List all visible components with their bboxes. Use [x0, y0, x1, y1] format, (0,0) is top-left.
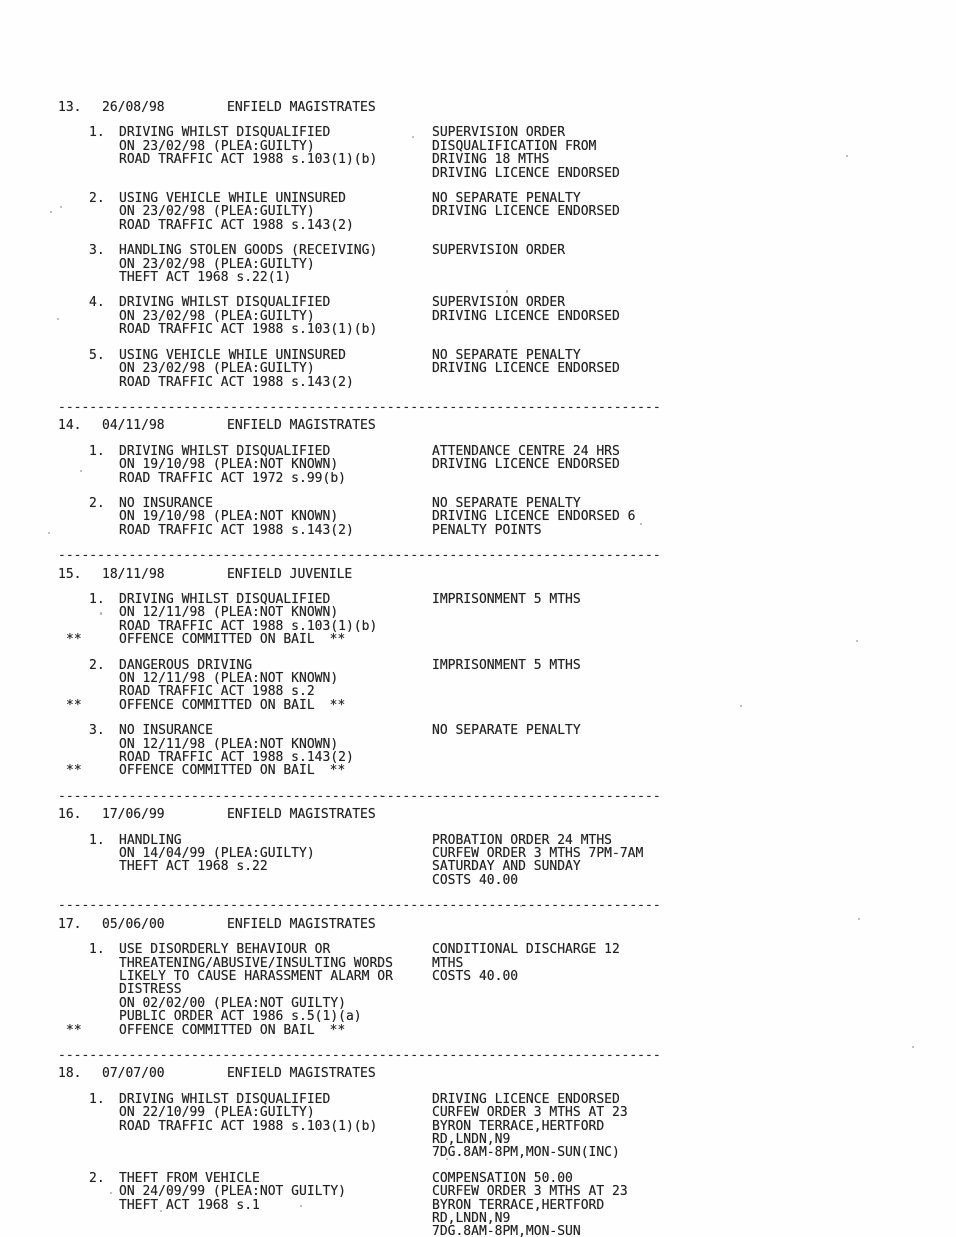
offence-number: 1. [89, 125, 105, 141]
section-header [58, 1067, 898, 1080]
offence-line: USING VEHICLE WHILE UNINSURED [119, 347, 346, 363]
offence-line: DRIVING WHILST DISQUALIFIED [119, 125, 331, 141]
hearing-date: 07/07/00 [102, 1066, 165, 1082]
bail-stars: ** [329, 632, 346, 648]
offence-line: ROAD TRAFFIC ACT 1972 s.99(b) [119, 470, 346, 486]
bail-note-row [58, 699, 898, 712]
hearing-date: 17/06/99 [102, 807, 165, 823]
result-line: COSTS 40.00 [432, 968, 519, 984]
result-line: MTHS [432, 955, 464, 971]
offence-line: ON 24/09/99 (PLEA:NOT GUILTY) [119, 1184, 346, 1200]
offence-line: ON 12/11/98 (PLEA:NOT KNOWN) [119, 736, 339, 752]
offence-entry [58, 943, 898, 1037]
result-line: NO SEPARATE PENALTY [432, 723, 581, 739]
bail-note [119, 1024, 898, 1037]
offence-number: 2. [89, 191, 105, 207]
offence-number: 2. [89, 495, 105, 511]
scan-speck [60, 206, 62, 208]
scan-speck [300, 1205, 302, 1207]
result-line: BYRON TERRACE,HERTFORD [432, 1118, 605, 1134]
offence-number: 1. [89, 832, 105, 848]
offence-line: USE DISORDERLY BEHAVIOUR OR [119, 942, 331, 958]
offence-line: LIKELY TO CAUSE HARASSMENT ALARM OR [119, 968, 393, 984]
offence-line: HANDLING STOLEN GOODS (RECEIVING) [119, 243, 378, 259]
section-number: 13. [58, 100, 82, 115]
bail-note [119, 633, 898, 646]
result-line: DRIVING 18 MTHS [432, 152, 550, 168]
scan-speck [846, 155, 848, 157]
hearing-date: 26/08/98 [102, 100, 165, 115]
hearing-date: 04/11/98 [102, 418, 165, 434]
offence-line: DANGEROUS DRIVING [119, 657, 253, 673]
offence-line: ON 19/10/98 (PLEA:NOT KNOWN) [119, 457, 339, 473]
offence-line: ROAD TRAFFIC ACT 1988 s.103(1)(b) [119, 152, 378, 168]
offence-line: THEFT ACT 1968 s.22 [119, 859, 268, 875]
bail-stars: ** [66, 697, 82, 713]
offence-line: ROAD TRAFFIC ACT 1988 s.103(1)(b) [119, 322, 378, 338]
offence-line: ROAD TRAFFIC ACT 1988 s.143(2) [119, 522, 354, 538]
court-name: ENFIELD MAGISTRATES [227, 100, 376, 115]
offence-row [58, 593, 898, 633]
bail-note-row [58, 633, 898, 646]
offence-description [119, 126, 432, 180]
sentence-result [432, 445, 898, 485]
offence-line: THEFT FROM VEHICLE [119, 1170, 260, 1186]
offence-line: ROAD TRAFFIC ACT 1988 s.143(2) [119, 217, 354, 233]
offence-description [119, 244, 432, 284]
scan-speck [740, 705, 742, 707]
result-line: NO SEPARATE PENALTY [432, 347, 581, 363]
result-line: DRIVING LICENCE ENDORSED [432, 1091, 620, 1107]
conviction-section [58, 568, 898, 804]
offence-entry [58, 1172, 898, 1237]
offence-description [119, 659, 432, 699]
sentence-result [432, 724, 898, 764]
result-line: COSTS 40.00 [432, 872, 519, 888]
offence-entry [58, 192, 898, 232]
offence-entry [58, 593, 898, 647]
result-line: NO SEPARATE PENALTY [432, 495, 581, 511]
scan-speck [100, 612, 102, 615]
offence-description [119, 445, 432, 485]
sentence-result [432, 1172, 898, 1237]
offence-entry [58, 724, 898, 778]
offence-description [119, 1093, 432, 1160]
scan-speck [856, 640, 858, 642]
hearing-date: 18/11/98 [102, 566, 165, 582]
bail-note-text: OFFENCE COMMITTED ON BAIL [119, 632, 315, 648]
scan-speck [412, 136, 414, 138]
offence-line: DRIVING WHILST DISQUALIFIED [119, 1091, 331, 1107]
offence-entry [58, 659, 898, 713]
offence-entry [58, 445, 898, 485]
scan-speck [506, 290, 508, 293]
bail-stars: ** [329, 697, 346, 713]
offence-line: ROAD TRAFFIC ACT 1988 s.143(2) [119, 374, 354, 390]
result-line: DRIVING LICENCE ENDORSED [432, 361, 620, 377]
record-body [58, 101, 898, 1237]
offence-row [58, 1172, 898, 1237]
result-line: DISQUALIFICATION FROM [432, 138, 597, 154]
sentence-result [432, 497, 898, 537]
offence-entry [58, 834, 898, 888]
offence-line: ROAD TRAFFIC ACT 1988 s.143(2) [119, 750, 354, 766]
result-line: SATURDAY AND SUNDAY [432, 859, 581, 875]
offence-line: ON 12/11/98 (PLEA:NOT KNOWN) [119, 671, 339, 686]
scan-speck [57, 318, 59, 320]
offence-line: THREATENING/ABUSIVE/INSULTING WORDS [119, 955, 393, 971]
result-line: CURFEW ORDER 3 MTHS AT 23 [432, 1105, 628, 1121]
offence-entry [58, 349, 898, 389]
result-line: NO SEPARATE PENALTY [432, 191, 581, 207]
offence-line: USING VEHICLE WHILE UNINSURED [119, 191, 346, 207]
scan-speck [446, 1158, 448, 1160]
sentence-result [432, 192, 898, 232]
offence-row [58, 126, 898, 180]
result-line: BYRON TERRACE,HERTFORD [432, 1197, 605, 1213]
result-line: PENALTY POINTS [432, 522, 542, 538]
bail-note-text: OFFENCE COMMITTED ON BAIL [119, 763, 315, 779]
offence-row [58, 497, 898, 537]
result-line: SUPERVISION ORDER [432, 295, 566, 311]
court-name: ENFIELD MAGISTRATES [227, 807, 376, 823]
result-line: IMPRISONMENT 5 MTHS [432, 657, 581, 673]
court-name: ENFIELD JUVENILE [227, 566, 353, 582]
offence-row [58, 192, 898, 232]
section-number: 15. [58, 566, 82, 582]
offence-line: THEFT ACT 1968 s.22(1) [119, 270, 292, 286]
bail-stars: ** [329, 763, 346, 779]
offence-line: ON 23/02/98 (PLEA:GUILTY) [119, 256, 315, 272]
result-line: SUPERVISION ORDER [432, 243, 566, 259]
offence-entry [58, 1093, 898, 1160]
bail-stars: ** [329, 1022, 346, 1038]
section-number: 18. [58, 1066, 82, 1082]
conviction-section [58, 419, 898, 562]
offence-row [58, 349, 898, 389]
offence-line: ON 14/04/99 (PLEA:GUILTY) [119, 846, 315, 862]
offence-number: 1. [89, 942, 105, 958]
offence-row [58, 1093, 898, 1160]
scan-speck [110, 1192, 112, 1194]
section-header [58, 101, 898, 114]
offence-line: DRIVING WHILST DISQUALIFIED [119, 443, 331, 459]
bail-stars: ** [66, 1022, 82, 1038]
scan-speck [160, 1210, 162, 1212]
offence-line: THEFT ACT 1968 s.1 [119, 1197, 260, 1213]
scan-speck [520, 905, 522, 907]
offence-description [119, 192, 432, 232]
section-number: 16. [58, 807, 82, 823]
scan-speck [48, 532, 50, 534]
offence-description [119, 593, 432, 633]
scan-speck [912, 1046, 914, 1048]
section-header [58, 419, 898, 432]
result-line: COMPENSATION 50.00 [432, 1170, 573, 1186]
result-line: CONDITIONAL DISCHARGE 12 [432, 942, 620, 958]
result-line: 7DG.8AM-8PM,MON-SUN [432, 1224, 581, 1237]
court-name: ENFIELD MAGISTRATES [227, 1066, 376, 1082]
offence-number: 5. [89, 347, 105, 363]
offence-number: 3. [89, 243, 105, 259]
offence-line: DRIVING WHILST DISQUALIFIED [119, 591, 331, 607]
offence-row [58, 943, 898, 1023]
sentence-result [432, 349, 898, 389]
offence-number: 2. [89, 1170, 105, 1186]
sentence-result [432, 593, 898, 633]
sentence-result [432, 943, 898, 1023]
result-line: 7DG.8AM-8PM,MON-SUN(INC) [432, 1145, 620, 1161]
court-name: ENFIELD MAGISTRATES [227, 916, 376, 932]
dashed-separator: ----------------------------------------------------------------------------- [58, 1047, 661, 1063]
offence-line: PUBLIC ORDER ACT 1986 s.5(1)(a) [119, 1009, 362, 1025]
offence-description [119, 943, 432, 1023]
offence-description [119, 724, 432, 764]
offence-line: ROAD TRAFFIC ACT 1988 s.103(1)(b) [119, 618, 378, 634]
section-header [58, 808, 898, 821]
result-line: IMPRISONMENT 5 MTHS [432, 591, 581, 607]
section-header [58, 918, 898, 931]
result-line: DRIVING LICENCE ENDORSED [432, 165, 620, 181]
conviction-section [58, 1067, 898, 1237]
offence-number: 1. [89, 1091, 105, 1107]
result-line: RD,LNDN,N9 [432, 1131, 511, 1147]
scan-speck [858, 918, 860, 920]
scan-speck [50, 211, 52, 213]
bail-stars: ** [66, 632, 82, 648]
hearing-date: 05/06/00 [102, 916, 165, 932]
offence-description [119, 296, 432, 336]
offence-line: ROAD TRAFFIC ACT 1988 s.2 [119, 684, 315, 700]
bail-note [119, 764, 898, 777]
offence-description [119, 497, 432, 537]
conviction-section [58, 918, 898, 1063]
bail-note-row [58, 1024, 898, 1037]
scan-speck [640, 523, 642, 525]
result-line: DRIVING LICENCE ENDORSED [432, 204, 620, 220]
sentence-result [432, 244, 898, 284]
offence-number: 4. [89, 295, 105, 311]
offence-row [58, 834, 898, 888]
offence-line: ON 23/02/98 (PLEA:GUILTY) [119, 204, 315, 220]
bail-note-text: OFFENCE COMMITTED ON BAIL [119, 697, 315, 713]
result-line: CURFEW ORDER 3 MTHS AT 23 [432, 1184, 628, 1200]
offence-line: ON 22/10/99 (PLEA:GUILTY) [119, 1105, 315, 1121]
scan-speck [80, 470, 82, 472]
offence-line: NO INSURANCE [119, 495, 213, 511]
offence-row [58, 244, 898, 284]
section-header [58, 568, 898, 581]
result-line: PROBATION ORDER 24 MTHS [432, 832, 613, 848]
result-line: DRIVING LICENCE ENDORSED [432, 308, 620, 324]
offence-entry [58, 497, 898, 537]
dashed-separator: ----------------------------------------------------------------------------- [58, 548, 661, 564]
offence-description [119, 349, 432, 389]
bail-stars: ** [66, 763, 82, 779]
offence-row [58, 724, 898, 764]
offence-line: ROAD TRAFFIC ACT 1988 s.103(1)(b) [119, 1118, 378, 1134]
dashed-separator: ----------------------------------------------------------------------------- [58, 399, 661, 415]
offence-number: 1. [89, 443, 105, 459]
offence-entry [58, 296, 898, 336]
result-line: CURFEW ORDER 3 MTHS 7PM-7AM [432, 846, 644, 862]
offence-line: ON 23/02/98 (PLEA:GUILTY) [119, 138, 315, 154]
dashed-separator: ----------------------------------------------------------------------------- [58, 898, 661, 914]
result-line: SUPERVISION ORDER [432, 125, 566, 141]
offence-row [58, 659, 898, 699]
conviction-section [58, 101, 898, 414]
result-line: DRIVING LICENCE ENDORSED 6 [432, 509, 636, 525]
offence-line: NO INSURANCE [119, 723, 213, 739]
offence-entry [58, 244, 898, 284]
offence-description [119, 1172, 432, 1237]
sentence-result [432, 296, 898, 336]
offence-line: ON 23/02/98 (PLEA:GUILTY) [119, 308, 315, 324]
offence-row [58, 445, 898, 485]
sentence-result [432, 659, 898, 699]
dashed-separator: ----------------------------------------------------------------------------- [58, 788, 661, 804]
offence-number: 2. [89, 657, 105, 673]
sentence-result [432, 1093, 898, 1160]
sentence-result [432, 126, 898, 180]
court-name: ENFIELD MAGISTRATES [227, 418, 376, 434]
section-number: 14. [58, 418, 82, 434]
scan-speck [380, 795, 382, 797]
offence-number: 1. [89, 591, 105, 607]
bail-note [119, 699, 898, 712]
offence-number: 3. [89, 723, 105, 739]
offence-line: HANDLING [119, 832, 182, 848]
result-line: DRIVING LICENCE ENDORSED [432, 457, 620, 473]
result-line: ATTENDANCE CENTRE 24 HRS [432, 443, 620, 459]
bail-note-row [58, 764, 898, 777]
offence-line: ON 12/11/98 (PLEA:NOT KNOWN) [119, 605, 339, 621]
result-line: RD,LNDN,N9 [432, 1211, 511, 1226]
offence-line: ON 19/10/98 (PLEA:NOT KNOWN) [119, 509, 339, 525]
offence-line: ON 02/02/00 (PLEA:NOT GUILTY) [119, 995, 346, 1011]
section-number: 17. [58, 916, 82, 932]
offence-entry [58, 126, 898, 180]
sentence-result [432, 834, 898, 888]
offence-description [119, 834, 432, 888]
offence-line: DRIVING WHILST DISQUALIFIED [119, 295, 331, 311]
offence-line: ON 23/02/98 (PLEA:GUILTY) [119, 361, 315, 377]
conviction-section [58, 808, 898, 912]
bail-note-text: OFFENCE COMMITTED ON BAIL [119, 1022, 315, 1038]
offence-line: DISTRESS [119, 982, 182, 998]
offence-row [58, 296, 898, 336]
